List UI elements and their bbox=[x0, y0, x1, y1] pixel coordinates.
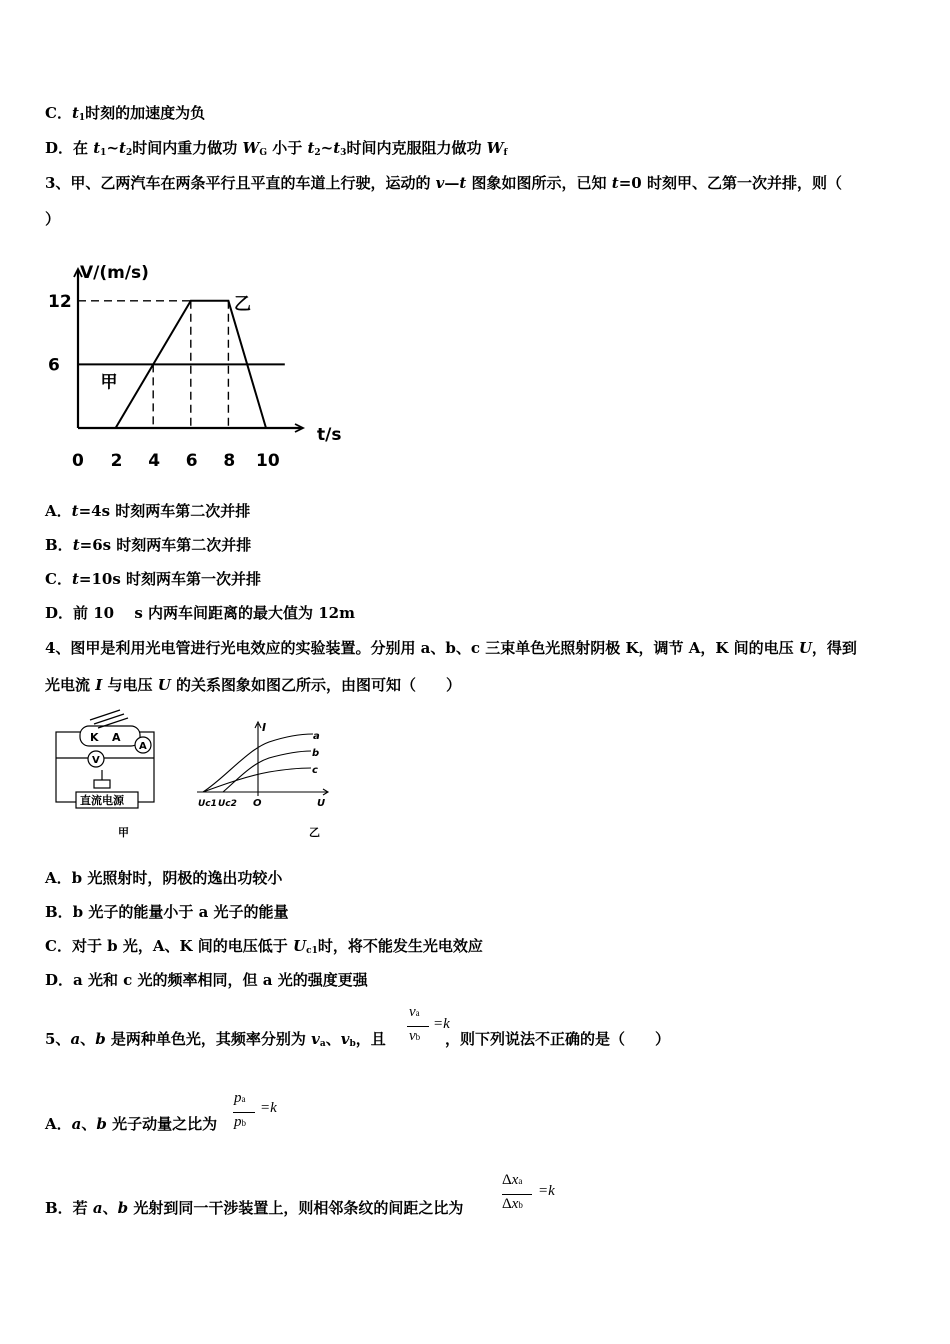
iu-label-i: I bbox=[262, 721, 267, 734]
x-tick-label-8: 8 bbox=[223, 451, 236, 471]
x-tick-label-6: 6 bbox=[185, 451, 198, 471]
q2-option-c: C．$t_1$时刻的加速度为负 bbox=[45, 104, 206, 123]
q3-option-d: D．前 10 s 内两车间距离的最大值为 12m bbox=[45, 604, 355, 622]
series-jia-label: 甲 bbox=[100, 372, 118, 393]
voltmeter-label: V bbox=[92, 755, 100, 766]
iu-label-uc2: Uc2 bbox=[218, 799, 237, 809]
vt-chart-plot bbox=[48, 263, 341, 471]
x-tick-label-2: 2 bbox=[110, 451, 123, 471]
iu-label-a: a bbox=[313, 731, 320, 742]
q5-fraction: va vb =k bbox=[409, 1004, 450, 1044]
q3-option-b: B．t=6s 时刻两车第二次并排 bbox=[45, 536, 252, 554]
q3-option-c: C．t=10s 时刻两车第一次并排 bbox=[45, 570, 262, 588]
x-tick-label-10: 10 bbox=[256, 451, 280, 471]
figure-jia-caption: 甲 bbox=[118, 826, 129, 839]
iu-label-u: U bbox=[317, 798, 326, 809]
x-tick-label-0: 0 bbox=[72, 451, 84, 471]
iu-label-b: b bbox=[312, 748, 320, 759]
circuit-figure bbox=[50, 708, 170, 843]
q4-option-c: C．对于 b 光，A、K 间的电压低于 $U_{c1}$时，将不能发生光电效应 bbox=[45, 937, 483, 956]
circuit-label-k: K bbox=[90, 731, 99, 744]
vt-chart bbox=[40, 250, 360, 480]
iu-figure bbox=[195, 718, 335, 843]
q4-stem: 4、图甲是利用光电管进行光电效应的实验装置。分别用 a、b、c 三束单色光照射阴极 K，调节 A，K 间的电压 U，得到 bbox=[45, 639, 857, 657]
x-axis-label: t/s bbox=[317, 425, 342, 445]
q4-stem-cont: 光电流 I 与电压 U 的关系图象如图乙所示，由图可知（ ） bbox=[45, 676, 462, 694]
figure-yi-caption: 乙 bbox=[309, 826, 320, 839]
q5-stem: 5、a、b 是两种单色光，其频率分别为 $v_a$、$v_b$，且 ，则下列说法不正确的是（ ） bbox=[45, 1030, 670, 1049]
x-tick-label-4: 4 bbox=[148, 451, 161, 471]
iu-label-uc1: Uc1 bbox=[198, 799, 217, 809]
q4-option-a: A．b 光照射时，阴极的逸出功较小 bbox=[45, 869, 283, 887]
q5-option-a: A．a、b 光子动量之比为 bbox=[45, 1115, 223, 1133]
series-yi-label: 乙 bbox=[234, 294, 252, 315]
y-axis-label: V/(m/s) bbox=[80, 263, 149, 283]
q5-option-b-fraction: Δxa Δxb =k bbox=[502, 1172, 555, 1212]
q4-option-b: B．b 光子的能量小于 a 光子的能量 bbox=[45, 903, 289, 921]
ammeter-label: A bbox=[139, 741, 147, 752]
iu-label-c: c bbox=[312, 765, 318, 776]
iu-label-o: O bbox=[253, 798, 262, 809]
y-tick-label-6: 6 bbox=[48, 355, 60, 376]
q4-option-d: D．a 光和 c 光的频率相同，但 a 光的强度更强 bbox=[45, 971, 368, 989]
q2-option-d: D．在 $t_1\sim t_2$时间内重力做功 $W_G$ 小于 $t_2\sim t_3$时间内克服阻力做功 $W_f$ bbox=[45, 139, 508, 158]
q3-stem-cont: ） bbox=[45, 210, 61, 228]
circuit-label-a: A bbox=[112, 731, 121, 744]
q3-option-a: A．t=4s 时刻两车第二次并排 bbox=[45, 502, 251, 520]
q5-option-b: B．若 a、b 光射到同一干涉装置上，则相邻条纹的间距之比为 bbox=[45, 1199, 469, 1217]
y-tick-label-12: 12 bbox=[48, 291, 72, 312]
q3-stem: 3、甲、乙两汽车在两条平行且平直的车道上行驶，运动的 v—t 图象如图所示，已知 t=0 时刻甲、乙第一次并排，则（ bbox=[45, 174, 842, 192]
q5-option-a-fraction: pa pb =k bbox=[234, 1090, 277, 1130]
power-supply-label: 直流电源 bbox=[80, 794, 124, 807]
